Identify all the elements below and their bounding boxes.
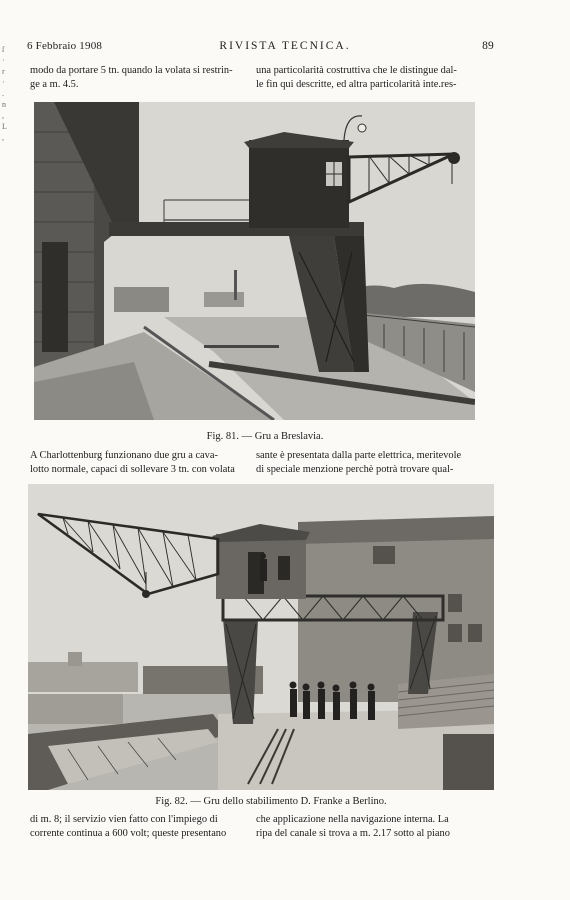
figure-81-photo (34, 102, 475, 420)
text-column-right-mid (256, 449, 496, 477)
text-line: di speciale menzione perchè potrà trovare qual- (256, 464, 454, 475)
text-column-right-bottom (256, 813, 496, 841)
text-line: lotto normale, capaci di sollevare 3 tn. con volata (30, 464, 235, 475)
text-column-right-top (256, 64, 496, 92)
text-column-left-bottom (30, 813, 248, 841)
text-line: di m. 8; il servizio vien fatto con l'impiego di (30, 814, 218, 825)
journal-title: RIVISTA TECNICA. (219, 40, 351, 52)
margin-mark: ſ · r · . n , L , (2, 45, 7, 142)
text-column-left-top (30, 64, 248, 92)
page-number: 89 (482, 40, 494, 52)
figure-81-caption: Fig. 81. — Gru a Breslavia. (206, 431, 324, 442)
text-line: ripa del canale si trova a m. 2.17 sotto al piano (256, 828, 450, 839)
text-line: una particolarità costruttiva che le distingue dal- (256, 65, 457, 76)
header-date: 6 Febbraio 1908 (27, 40, 103, 52)
text-line: modo da portare 5 tn. quando la volata si restrin- (30, 65, 233, 76)
text-line: corrente continua a 600 volt; queste presentano (30, 828, 227, 839)
text-column-left-mid (30, 449, 248, 477)
text-line: le fin qui descritte, ed altra particolarità inte.res- (256, 79, 457, 90)
text-line: A Charlottenburg funzionano due gru a cava- (30, 450, 218, 461)
text-line: ge a m. 4.5. (30, 79, 79, 90)
figure-82-caption: Fig. 82. — Gru dello stabilimento D. Franke a Berlino. (155, 796, 387, 807)
text-line: che applicazione nella navigazione interna. La (256, 814, 449, 825)
figure-82-photo (28, 484, 494, 790)
text-line: sante è presentata dalla parte elettrica, meritevole (256, 450, 462, 461)
